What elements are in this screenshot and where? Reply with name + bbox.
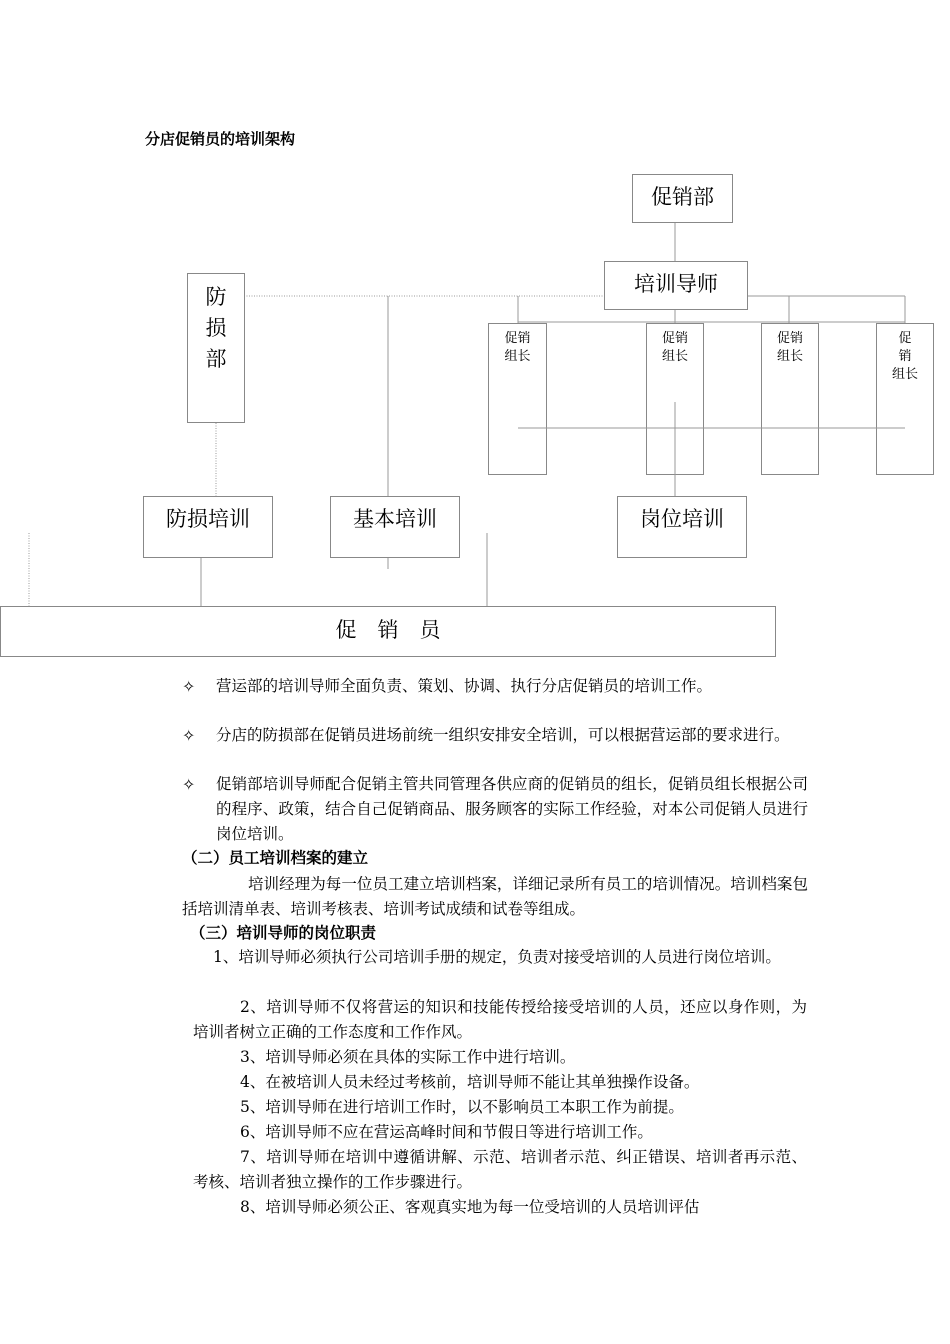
section-body-text: 培训经理为每一位员工建立培训档案，详细记录所有员工的培训情况。培训档案包括培训清单表、培训考核表、培训考试成绩和试卷等组成。 [182,875,808,918]
loss-training-label: 防损培训 [166,507,250,531]
team-leader-line: 促销 [661,331,688,346]
duty-item [240,1120,810,1145]
post-training-label: 岗位培训 [640,507,724,531]
duty-text: 8、培训导师必须公正、客观真实地为每一位受培训的人员培训评估 [240,1198,700,1216]
duty-text: 5、培训导师在进行培训工作时，以不影响员工本职工作为前提。 [240,1098,684,1116]
duty-item [193,1195,807,1220]
bullet-text: 促销部培训导师配合促销主管共同管理各供应商的促销员的组长，促销员组长根据公司的程序、政策，结合自己促销商品、服务顾客的实际工作经验，对本公司促销人员进行岗位培训。 [216,775,808,843]
diamond-bullet-icon: ✧ [182,726,196,745]
duty-text: 3、培训导师必须在具体的实际工作中进行培训。 [240,1048,576,1066]
team-leader-line: 组长 [891,367,918,382]
duty-text: 1、培训导师必须执行公司培训手册的规定，负责对接受培训的人员进行岗位培训。 [213,948,781,966]
basic-training-label: 基本培训 [353,507,437,531]
team-leader-line: 促销 [504,331,531,346]
trainer-label: 培训导师 [634,272,718,296]
section-title: （二）员工培训档案的建立 [182,849,369,867]
duty-item [240,1095,810,1120]
duty-item [193,995,807,1045]
promotion-dept-label: 促销部 [651,185,714,209]
diamond-bullet-icon: ✧ [182,775,196,794]
section-title: （三）培训导师的岗位职责 [190,924,377,942]
team-leader-line: 组长 [661,349,688,364]
bullet-text: 营运部的培训导师全面负责、策划、协调、执行分店促销员的培训工作。 [216,677,713,695]
loss-prevention-char: 损 [205,316,227,340]
duty-text: 7、培训导师在培训中遵循讲解、示范、培训者示范、纠正错误、培训者再示范、考核、培训者独立操作的工作步骤进行。 [193,1148,807,1191]
loss-prevention-char: 防 [205,285,227,309]
team-leader-line: 组长 [776,349,803,364]
team-leader-line: 组长 [504,349,531,364]
duty-item [193,945,807,970]
duty-item [240,1070,810,1095]
team-leader-line: 促 [898,331,912,346]
basic-training-box [330,496,460,558]
bullet-text: 分店的防损部在促销员进场前统一组织安排安全培训，可以根据营运部的要求进行。 [216,726,790,744]
duty-text: 2、培训导师不仅将营运的知识和技能传授给接受培训的人员，还应以身作则，为培训者树立正确的工作态度和工作作风。 [193,998,807,1041]
loss-prevention-char: 部 [205,347,227,371]
duty-item [240,1045,810,1070]
team-leader-line: 销 [898,349,912,364]
team-leader-line: 促销 [776,331,803,346]
page-heading: 分店促销员的培训架构 [145,130,296,148]
duty-text: 4、在被培训人员未经过考核前，培训导师不能让其单独操作设备。 [240,1073,700,1091]
promoter-label: 促 销 员 [335,618,441,642]
duty-item [193,1145,807,1195]
duty-text: 6、培训导师不应在营运高峰时间和节假日等进行培训工作。 [240,1123,653,1141]
diamond-bullet-icon: ✧ [182,677,196,696]
section-body [182,872,808,922]
promoter-box [0,606,776,657]
post-training-box [617,496,747,558]
loss-training-box [143,496,273,558]
